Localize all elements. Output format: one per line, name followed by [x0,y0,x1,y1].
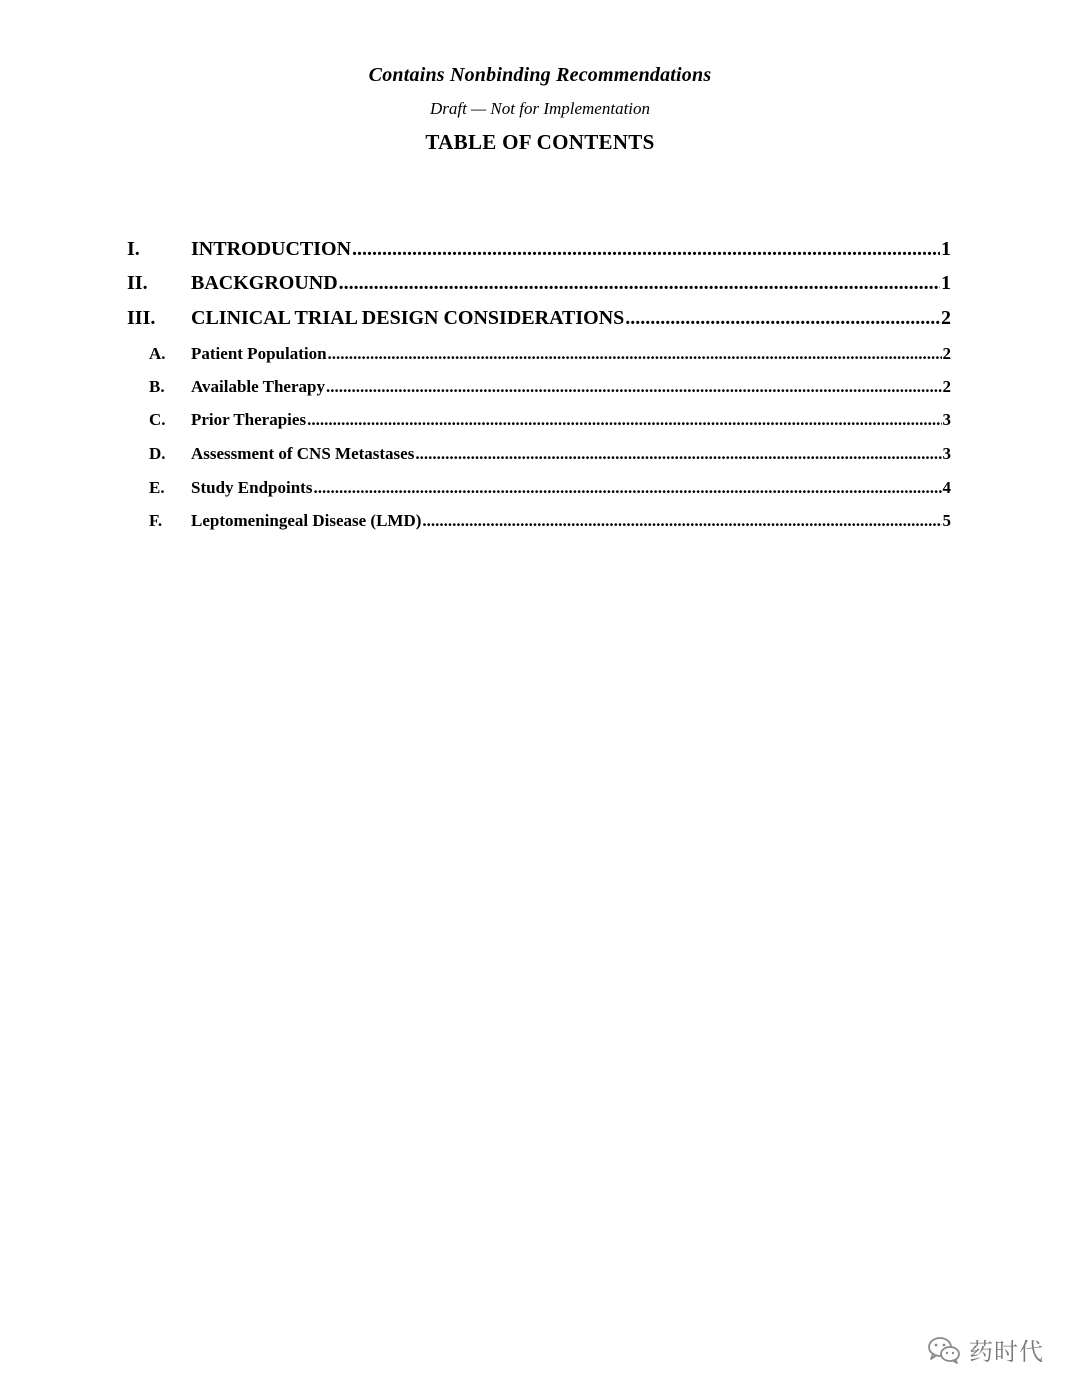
toc-entry-title: CLINICAL TRIAL DESIGN CONSIDERATIONS [191,307,625,329]
toc-entry-page: 2 [941,307,951,329]
watermark [927,1332,1044,1367]
toc-entry-title: INTRODUCTION [191,238,352,260]
toc-heading: TABLE OF CONTENTS [425,130,655,154]
toc-leader-dots [326,377,942,397]
toc-leader-dots [422,511,941,531]
watermark-text: 药时代 [969,1338,1044,1366]
toc-entry-page: 1 [941,238,951,260]
toc-entry-number: E. [149,478,165,497]
toc-leader-dots [415,444,941,464]
toc-entry-number: A. [149,344,166,363]
toc-entry-number: III. [127,307,156,329]
toc-leader-dots [307,410,941,430]
document-notice: Contains Nonbinding Recommendations [368,64,712,86]
draft-notice: Draft — Not for Implementation [429,99,651,118]
toc-entry-title: Study Endpoints [191,478,313,497]
toc-entry-page: 3 [942,410,951,429]
toc-leader-dots [625,307,940,330]
toc-entry-page: 2 [942,344,951,363]
toc-entry-title: Available Therapy [191,377,325,396]
toc-entry-title: Leptomeningeal Disease (LMD) [191,511,422,530]
toc-leader-dots [352,238,940,261]
toc-leader-dots [339,272,940,295]
toc-entry-title: Prior Therapies [191,410,307,429]
toc-entry-number: B. [149,377,165,396]
toc-entry-page: 1 [941,272,951,294]
toc-entry-number: I. [127,238,140,260]
toc-entry-page: 4 [942,478,951,497]
toc-entry-page: 2 [942,377,951,396]
toc-entry-title: Patient Population [191,344,327,363]
toc-entry-title: BACKGROUND [191,272,338,294]
toc-entry-number: F. [149,511,163,530]
toc-leader-dots [328,344,942,364]
toc-entry-number: D. [149,444,166,463]
toc-entry-title: Assessment of CNS Metastases [191,444,415,463]
toc-entry-page: 5 [942,511,951,530]
toc-leader-dots [313,478,941,498]
toc-entry-number: II. [127,272,148,294]
wechat-icon [927,1335,961,1365]
toc-entry-page: 3 [942,444,951,463]
toc-entry-number: C. [149,410,166,429]
